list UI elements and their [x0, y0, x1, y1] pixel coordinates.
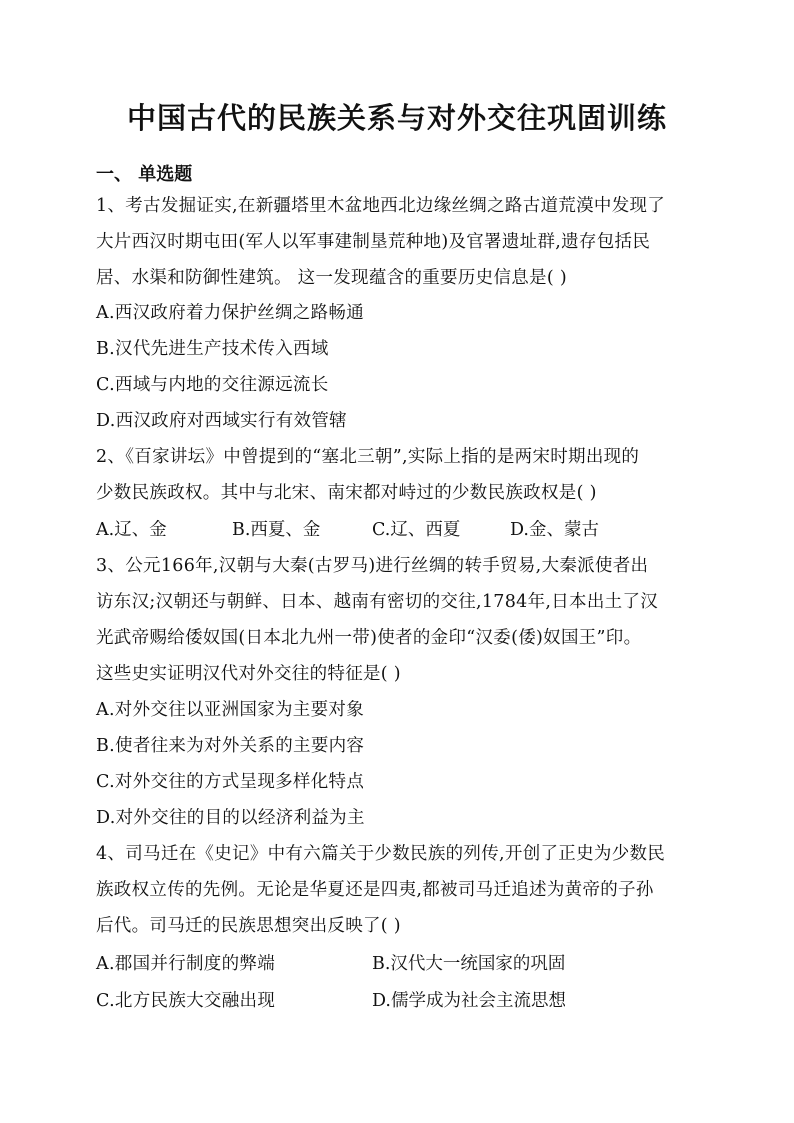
q4-option-a: A.郡国并行制度的弊端 — [96, 954, 275, 974]
q1-option-a: A.西汉政府着力保护丝绸之路畅通 — [96, 303, 364, 323]
q3-option-a: A.对外交往以亚洲国家为主要对象 — [96, 700, 364, 720]
q4-option-d: D.儒学成为社会主流思想 — [372, 991, 566, 1011]
q3-stem-line-3: 光武帝赐给倭奴国(日本北九州一带)使者的金印“汉委(倭)奴国王”印。 — [96, 628, 642, 648]
q2-option-b: B.西夏、金 — [232, 520, 321, 540]
q4-stem-line-3: 后代。司马迁的民族思想突出反映了( ) — [96, 916, 401, 936]
page-title: 中国古代的民族关系与对外交往巩固训练 — [126, 101, 667, 135]
q3-stem-line-2: 访东汉;汉朝还与朝鲜、日本、越南有密切的交往,1784年,日本出土了汉 — [96, 592, 659, 612]
q2-option-d: D.金、蒙古 — [510, 520, 599, 540]
q2-stem-line-1: 2、《百家讲坛》中曾提到的“塞北三朝”,实际上指的是两宋时期出现的 — [96, 447, 640, 467]
q4-option-b: B.汉代大一统国家的巩固 — [372, 954, 566, 974]
q4-stem-line-2: 族政权立传的先例。无论是华夏还是四夷,都被司马迁追述为黄帝的子孙 — [96, 880, 654, 900]
q3-stem-line-1: 3、公元166年,汉朝与大秦(古罗马)进行丝绸的转手贸易,大秦派使者出 — [96, 556, 649, 576]
q3-option-b: B.使者往来为对外关系的主要内容 — [96, 736, 365, 756]
q4-stem-line-1: 4、司马迁在《史记》中有六篇关于少数民族的列传,开创了正史为少数民 — [96, 844, 666, 864]
q3-stem-line-4: 这些史实证明汉代对外交往的特征是( ) — [96, 664, 401, 684]
q1-stem-line-1: 1、考古发掘证实,在新疆塔里木盆地西北边缘丝绸之路古道荒漠中发现了 — [96, 196, 666, 216]
q2-stem-line-2: 少数民族政权。其中与北宋、南宋都对峙过的少数民族政权是( ) — [96, 483, 597, 503]
q3-option-d: D.对外交往的目的以经济利益为主 — [96, 808, 365, 828]
q1-option-c: C.西域与内地的交往源远流长 — [96, 375, 329, 395]
q1-option-b: B.汉代先进生产技术传入西域 — [96, 339, 329, 359]
q1-option-d: D.西汉政府对西域实行有效管辖 — [96, 411, 347, 431]
q1-stem-line-2: 大片西汉时期屯田(军人以军事建制垦荒种地)及官署遗址群,遗存包括民 — [96, 232, 651, 252]
q2-option-a: A.辽、金 — [96, 520, 167, 540]
section-heading: 一、 单选题 — [96, 164, 193, 185]
q1-stem-line-3: 居、水渠和防御性建筑。 这一发现蕴含的重要历史信息是( ) — [96, 268, 567, 288]
q4-option-c: C.北方民族大交融出现 — [96, 991, 276, 1011]
q2-option-c: C.辽、西夏 — [372, 520, 461, 540]
q3-option-c: C.对外交往的方式呈现多样化特点 — [96, 772, 365, 792]
